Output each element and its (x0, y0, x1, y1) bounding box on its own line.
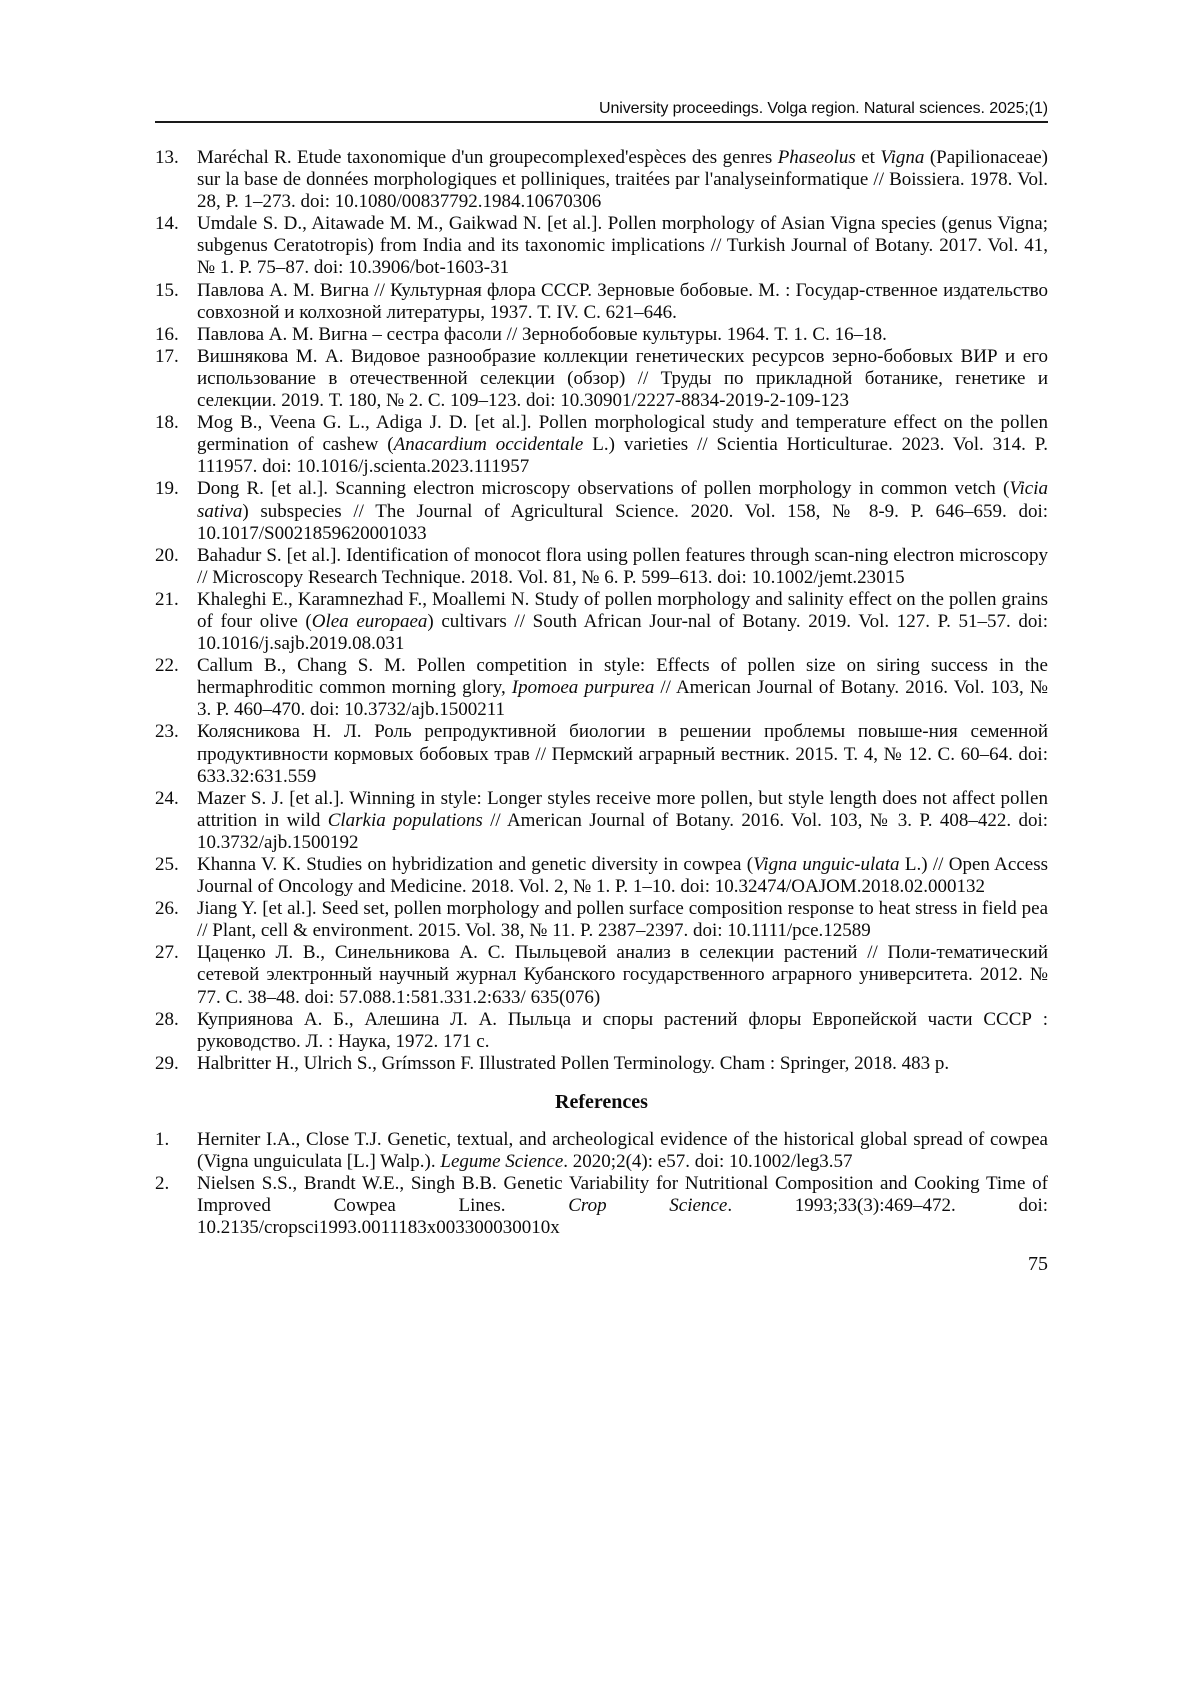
reference-number: 2. (155, 1173, 170, 1195)
reference-number: 18. (155, 412, 179, 434)
reference-number: 27. (155, 942, 179, 964)
reference-text-segment: ) subspecies // The Journal of Agricultural Science. 2020. Vol. 158, № 8-9. P. 646–659. doi: 10.1017/S0021859620001033 (197, 500, 1048, 544)
reference-item (155, 280, 1048, 324)
reference-number: 24. (155, 787, 179, 809)
reference-item (155, 412, 1048, 478)
reference-text (197, 412, 1048, 478)
reference-item (155, 589, 1048, 655)
reference-item (155, 1053, 1048, 1075)
reference-text-italic: Vigna (880, 147, 925, 168)
reference-text-italic: Vicia sativa (197, 478, 1048, 522)
reference-item (155, 942, 1048, 1008)
reference-text-segment: L.) varieties // Scientia Horticulturae. 2023. Vol. 314. P. 111957. doi: 10.1016/j.scienta.2023.111957 (197, 434, 1049, 478)
reference-number: 29. (155, 1052, 179, 1074)
reference-text-italic: Ipomoea purpurea (511, 677, 655, 699)
reference-text (197, 545, 1048, 589)
reference-item (155, 854, 1048, 898)
reference-text (197, 346, 1048, 412)
reference-text-segment: . 2020;2(4): e57. doi: 10.1002/leg3.57 (563, 1151, 853, 1173)
reference-number: 26. (155, 898, 179, 920)
reference-number: 17. (155, 345, 179, 367)
reference-text (197, 213, 1048, 279)
reference-text-segment: Khanna V. K. Studies on hybridization and genetic diversity in cowpea ( (197, 854, 754, 875)
reference-text-italic: Phaseolus (777, 147, 856, 168)
reference-text (197, 1129, 1048, 1173)
reference-text (197, 1053, 1048, 1075)
reference-text-segment: Куприянова А. Б., Алешина Л. А. Пыльца и споры растений флоры Европейской части СССР : руководство. Л. : Наука, 1972. 171 с. (197, 1008, 1048, 1052)
reference-item (155, 1173, 1048, 1239)
reference-text-segment: Вишнякова М. А. Видовое разнообразие коллекции генетических ресурсов зерно-бобовых ВИР и его использование в отечественной селекции (обзор) // Труды по прикладной ботанике, генетике и селекции. 2019. Т. 180, № 2. С. 109–123. doi: 10.30901/2227-8834-2019-2-109-123 (197, 345, 1048, 412)
reference-number: 20. (155, 544, 179, 566)
reference-text-segment: Павлова А. М. Вигна – сестра фасоли // Зернобобовые культуры. 1964. Т. 1. С. 16–18. (197, 323, 887, 345)
reference-item (155, 1129, 1048, 1173)
reference-number: 25. (155, 854, 179, 875)
reference-text (197, 655, 1048, 721)
references-list (155, 1129, 1048, 1239)
reference-text-segment: Khaleghi E., Karamnezhad F., Moallemi N. Study of pollen morphology and salinity effect on the pollen grains of four olive ( (197, 588, 1048, 632)
reference-number: 15. (155, 279, 179, 301)
reference-text-italic: Vigna unguic-ulata (753, 854, 900, 875)
reference-item (155, 1009, 1048, 1053)
reference-text-segment: // American Journal of Botany. 2016. Vol. 103, № 3. P. 408–422. doi: 10.3732/ajb.1500192 (197, 809, 1049, 853)
bibliography-list (155, 147, 1048, 1075)
page-number: 75 (1028, 1253, 1048, 1276)
reference-text (197, 721, 1048, 787)
references-heading: References (555, 1090, 648, 1113)
reference-text (197, 324, 1048, 346)
reference-text-segment: Цаценко Л. В., Синельникова А. С. Пыльцевой анализ в селекции растений // Поли-тематический сетевой электронный научный журнал Кубанского государственного аграрного университета. 2012. № 77. С. 38–48. doi: 57.088.1:581.331.2:633/ 635(076) (197, 942, 1048, 1008)
reference-text-segment: Dong R. [et al.]. Scanning electron microscopy observations of pollen morphology in common vetch ( (197, 478, 1010, 500)
reference-text-segment: L.) // Open Access Journal of Oncology and Medicine. 2018. Vol. 2, № 1. P. 1–10. doi: 10.32474/OAJOM.2018.02.000132 (197, 854, 1048, 898)
reference-text-segment: Mog B., Veena G. L., Adiga J. D. [et al.]. Pollen morphological study and temperature effect on the pollen germination of cashew ( (197, 412, 1048, 456)
reference-text-segment: Колясникова Н. Л. Роль репродуктивной биологии в решении проблемы повыше-ния семенной продуктивности кормовых бобовых трав // Пермский аграрный вестник. 2015. Т. 4, № 12. С. 60–64. doi: 633.32:631.559 (197, 721, 1048, 787)
reference-text-segment: . 1993;33(3):469–472. doi: 10.2135/cropsci1993.0011183x003300030010x (197, 1195, 1048, 1239)
reference-item (155, 213, 1048, 279)
reference-text (197, 854, 1048, 898)
reference-number: 13. (155, 147, 179, 168)
reference-text-italic: Olea europaea (311, 610, 428, 632)
reference-text-italic: Legume Science (440, 1151, 564, 1173)
reference-text-segment: Bahadur S. [et al.]. Identification of monocot flora using pollen features through scan-ning electron microscopy // Microscopy Research Technique. 2018. Vol. 81, № 6. P. 599–613. doi: 10.1002/jemt.23015 (197, 544, 1048, 588)
reference-number: 22. (155, 655, 179, 677)
reference-item (155, 788, 1048, 854)
reference-item (155, 147, 1048, 213)
reference-text (197, 942, 1048, 1008)
reference-text (197, 478, 1048, 544)
reference-number: 28. (155, 1008, 179, 1030)
reference-text (197, 1009, 1048, 1053)
reference-text (197, 788, 1048, 854)
reference-number: 16. (155, 323, 179, 345)
reference-item (155, 478, 1048, 544)
header-rule (155, 121, 1048, 123)
reference-text (197, 589, 1048, 655)
reference-text-italic: Clarkia populations (327, 809, 483, 831)
reference-text-segment: Nielsen S.S., Brandt W.E., Singh B.B. Genetic Variability for Nutritional Composition and Cooking Time of Improved Cowpea Lines. (197, 1173, 1048, 1217)
reference-item (155, 898, 1048, 942)
reference-text-segment: (Papilionaceae) sur la base de données morphologiques et polliniques, traitées par l'analyseinformatique // Boissiera. 1978. Vol. 28, P. 1–273. doi: 10.1080/00837792.1984.10670306 (197, 147, 1049, 213)
journal-title: University proceedings. Volga region. Natural sciences. 2025;(1) (599, 100, 1048, 117)
reference-text (197, 147, 1048, 213)
reference-text-segment: Herniter I.A., Close T.J. Genetic, textual, and archeological evidence of the historical global spread of cowpea (Vigna unguiculata [L.] Walp.). (197, 1128, 1048, 1173)
reference-item (155, 346, 1048, 412)
reference-text-segment: Павлова А. М. Вигна // Культурная флора СССР. Зерновые бобовые. М. : Государ-ственное издательство совхозной и колхозной литературы, 1937. Т. IV. С. 621–646. (197, 279, 1048, 323)
reference-number: 19. (155, 478, 179, 500)
reference-text-segment: Mazer S. J. [et al.]. Winning in style: Longer styles receive more pollen, but style length does not affect pollen attrition in wild (197, 787, 1048, 831)
reference-item (155, 324, 1048, 346)
reference-item (155, 545, 1048, 589)
reference-text-segment: ) cultivars // South African Jour-nal of Botany. 2019. Vol. 127. P. 51–57. doi: 10.1016/j.sajb.2019.08.031 (197, 610, 1048, 655)
reference-text-segment: // American Journal of Botany. 2016. Vol. 103, № 3. P. 460–470. doi: 10.3732/ajb.1500211 (197, 677, 1048, 721)
reference-item (155, 655, 1048, 721)
reference-text-italic: Crop Science (568, 1195, 728, 1217)
reference-text-segment: Callum B., Chang S. M. Pollen competition in style: Effects of pollen size on siring success in the hermaphroditic common morning glory, (197, 655, 1048, 699)
reference-text (197, 898, 1048, 942)
reference-text-segment: Umdale S. D., Aitawade M. M., Gaikwad N. [et al.]. Pollen morphology of Asian Vigna species (genus Vigna; subgenus Ceratotropis) from India and its taxonomic implications // Turkish Journal of Botany. 2017. Vol. 41, № 1. P. 75–87. doi: 10.3906/bot-1603-31 (197, 213, 1048, 279)
reference-text (197, 280, 1048, 324)
reference-item (155, 721, 1048, 787)
reference-number: 1. (155, 1128, 170, 1150)
reference-number: 14. (155, 213, 179, 235)
reference-text-segment: Halbritter H., Ulrich S., Grímsson F. Illustrated Pollen Terminology. Cham : Springer, 2018. 483 p. (197, 1052, 950, 1074)
reference-text (197, 1173, 1048, 1239)
reference-number: 23. (155, 721, 179, 743)
reference-text-italic: Anacardium occidentale (393, 434, 584, 456)
reference-number: 21. (155, 588, 179, 610)
reference-text-segment: Jiang Y. [et al.]. Seed set, pollen morphology and pollen surface composition response to heat stress in field pea // Plant, cell & environment. 2015. Vol. 38, № 11. P. 2387–2397. doi: 10.1111/pce.12589 (197, 898, 1048, 942)
running-header (155, 99, 1048, 118)
reference-text-segment: et (855, 147, 881, 168)
reference-text-segment: Maréchal R. Etude taxonomique d'un groupecomplexed'espèces des genres (197, 147, 778, 168)
